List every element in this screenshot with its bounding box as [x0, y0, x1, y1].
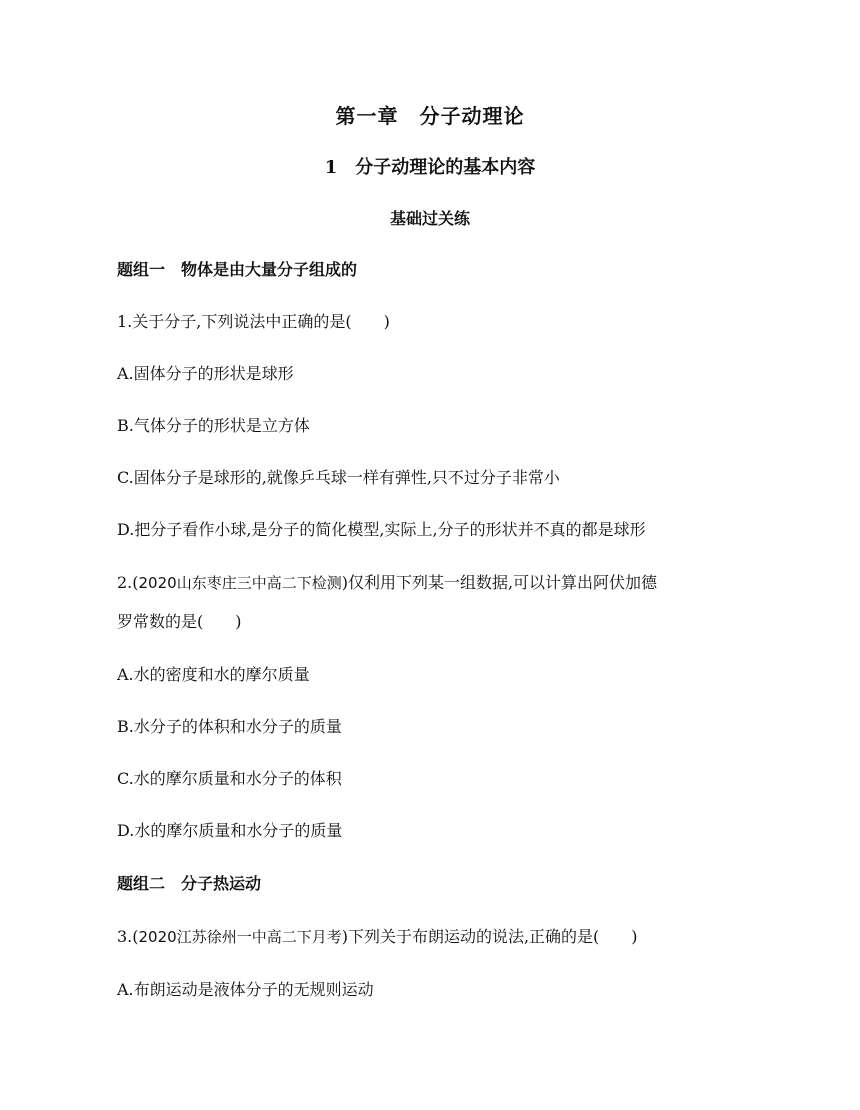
question-2-stem-line2: 罗常数的是( )	[117, 612, 242, 631]
section-title: 1 分子动理论的基本内容	[324, 157, 536, 178]
question-2-stem-prefix: 2.(	[117, 573, 139, 592]
question-3-source: 2020江苏徐州一中高二下月考	[138, 928, 342, 946]
question-3-stem-prefix: 3.(	[117, 927, 139, 946]
group-title-2: 题组二 分子热运动	[117, 874, 262, 893]
question-2-option-d: D.水的摩尔质量和水分子的质量	[117, 821, 343, 840]
question-2-source: 2020山东枣庄三中高二下检测	[138, 574, 342, 592]
question-1-option-c: C.固体分子是球形的,就像乒乓球一样有弹性,只不过分子非常小	[117, 468, 560, 487]
group-title-1: 题组一 物体是由大量分子组成的	[117, 260, 358, 279]
subsection-title: 基础过关练	[389, 209, 470, 228]
question-3-stem	[117, 927, 638, 947]
question-1-stem: 1.关于分子,下列说法中正确的是( )	[117, 312, 390, 331]
question-2-option-b: B.水分子的体积和水分子的质量	[117, 717, 342, 736]
question-2-option-c: C.水的摩尔质量和水分子的体积	[117, 769, 342, 788]
chapter-title: 第一章 分子动理论	[335, 104, 525, 128]
question-3-option-a: A.布朗运动是液体分子的无规则运动	[117, 980, 374, 999]
question-3-stem-suffix: )下列关于布朗运动的说法,正确的是( )	[341, 927, 638, 946]
question-2-stem-suffix: )仅利用下列某一组数据,可以计算出阿伏加德	[341, 573, 658, 592]
question-2-stem	[117, 573, 657, 593]
question-1-option-a: A.固体分子的形状是球形	[117, 364, 294, 383]
question-1-option-b: B.气体分子的形状是立方体	[117, 416, 310, 435]
question-2-option-a: A.水的密度和水的摩尔质量	[117, 665, 310, 684]
question-1-option-d: D.把分子看作小球,是分子的简化模型,实际上,分子的形状并不真的都是球形	[117, 520, 646, 539]
